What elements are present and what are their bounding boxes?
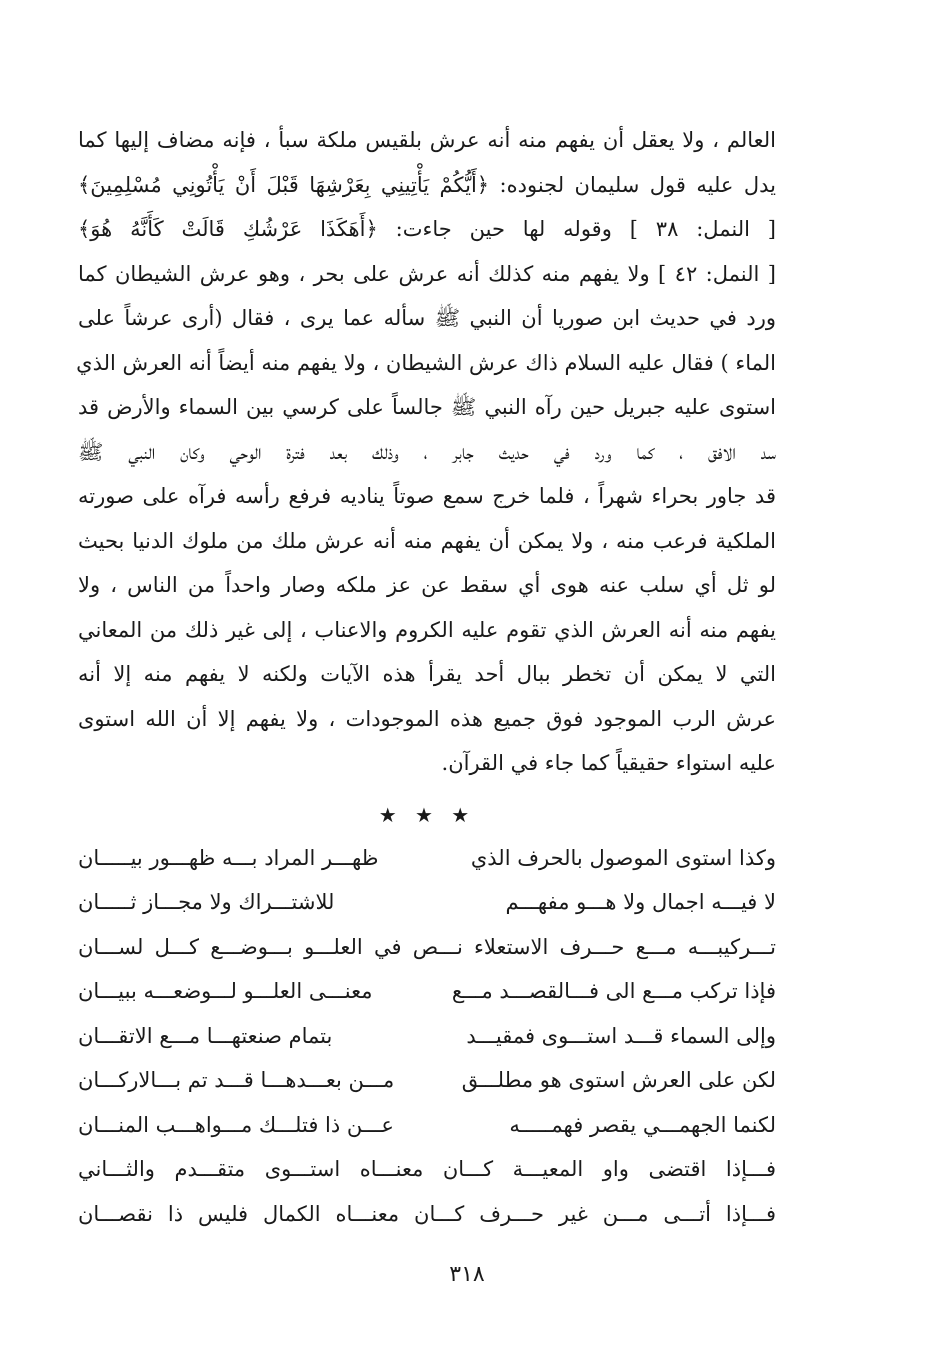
- text-line: العالم ، ولا يعقل أن يفهم منه أنه عرش بلقيس ملكة سبأ ، فإنه مضاف إليها كما: [78, 128, 776, 152]
- page-number: ٣١٨: [449, 1262, 485, 1287]
- verse-line: [78, 836, 776, 881]
- verse-line: [78, 1014, 776, 1059]
- prose-paragraph: [78, 118, 776, 786]
- first-hemistich: وكذا استوى الموصول بالحرف الذي: [470, 845, 776, 870]
- verse-text: تـــركيبـــه مـــع حـــرف الاستعلاء نـــص في العلـــو بـــوضـــع كـــل لســـان: [78, 934, 776, 959]
- section-separator: ★ ★ ★: [378, 802, 476, 827]
- text-line: [ النمل: ٣٨ ] وقوله لها حين جاءت: ﴿أَهَكَذَا عَرْشُكِ قَالَتْ كَأَنَّهُ هُوَ﴾: [78, 217, 776, 241]
- first-hemistich: وإلى السماء قـــد استـــوى فمقيـــد: [466, 1023, 776, 1048]
- text-line: الماء ) فقال عليه السلام ذاك عرش الشيطان ، ولا يفهم منه أيضاً أنه العرش الذي: [76, 350, 776, 375]
- first-hemistich: لكن على العرش استوى هو مطلـــق: [461, 1068, 776, 1092]
- text-line: الملكية فرعب منه ، ولا يمكن أن يفهم منه أنه عرش ملك من ملوك الدنيا بحيث: [78, 528, 776, 553]
- verse-text: فـــإذا اقتضى واو المعيـــة كـــان معنـــاه استـــوى متقـــدم والثـــاني: [78, 1157, 776, 1181]
- text-line: عليه استواء حقيقياً كما جاء في القرآن.: [441, 751, 776, 775]
- second-hemistich: معنـــى العلـــو لـــوضعـــه ببيـــان: [78, 979, 373, 1003]
- text-line: سد الافق ، كما ورد في حديث جابر ، وذلك بعد فترة الوحي وكان النبي ﷺ: [78, 439, 776, 464]
- first-hemistich: لكنما الجهمـــي يقصر فهمـــــه: [509, 1112, 776, 1137]
- verse-line: [78, 1147, 776, 1192]
- second-hemistich: ظهـــر المراد بـــه ظهـــور بيـــــان: [78, 845, 379, 870]
- text-line: قد جاور بحراء شهراً ، فلما خرج سمع صوتاً يناديه فرفع رأسه فرآه على صورته: [78, 484, 776, 508]
- second-hemistich: عـــن ذا فتلـــك مـــواهـــب المنـــان: [78, 1112, 394, 1137]
- second-hemistich: بتمام صنعتهـــا مـــع الاتقـــان: [78, 1023, 333, 1048]
- verse-line: [78, 1103, 776, 1148]
- text-line: التي لا يمكن أن تخطر ببال أحد يقرأ هذه الآيات ولكنه لا يفهم منه إلا أنه: [78, 662, 776, 686]
- text-line: ورد في حديث ابن صوريا أن النبي ﷺ سأله عما يرى ، فقال (أرى عرشاً على: [78, 306, 776, 330]
- first-hemistich: لا فيـــه اجمال ولا هـــو مفهـــم: [505, 890, 776, 914]
- text-line: عرش الرب الموجود فوق جميع هذه الموجودات ، ولا يفهم إلا أن الله استوى: [78, 706, 776, 731]
- text-line: [ النمل: ٤٢ ] ولا يفهم منه كذلك أنه عرش على بحر ، وهو عرش الشيطان كما: [78, 261, 776, 286]
- text-line: يفهم منه أنه العرش الذي تقوم عليه الكروم والاعناب ، إلى غير ذلك من المعاني: [78, 617, 776, 642]
- verse-line: [78, 1058, 776, 1103]
- text-line: يدل عليه قول سليمان لجنوده: ﴿أَيُّكُمْ يَأْتِينِي بِعَرْشِهَا قَبْلَ أَنْ يَأْتُونِي مُسْلِمِينَ﴾: [78, 172, 776, 197]
- text-line: استوى عليه جبريل حين رآه النبي ﷺ جالساً على كرسي بين السماء والأرض قد: [78, 395, 776, 419]
- second-hemistich: مـــن بعـــدهـــا قـــد تم بـــالاركـــان: [78, 1068, 395, 1092]
- verse-line: [78, 880, 776, 925]
- page-body: [78, 118, 776, 1236]
- text-line: لو ثل أي سلب عنه هوى أي سقط عن عز ملكه وصار واحداً من الناس ، ولا: [78, 573, 776, 597]
- verse-text: فـــإذا أتـــى مـــن غير حـــرف كـــان معنـــاه الكمال فليس ذا نقصـــان: [78, 1201, 776, 1226]
- second-hemistich: للاشتـــراك ولا مجـــاز ثـــــان: [78, 890, 335, 914]
- poem: [78, 836, 776, 1237]
- first-hemistich: فإذا تركب مـــع الى فـــالقصـــد مـــع: [451, 979, 776, 1003]
- verse-line: [78, 969, 776, 1014]
- verse-line: [78, 925, 776, 970]
- verse-line: [78, 1192, 776, 1237]
